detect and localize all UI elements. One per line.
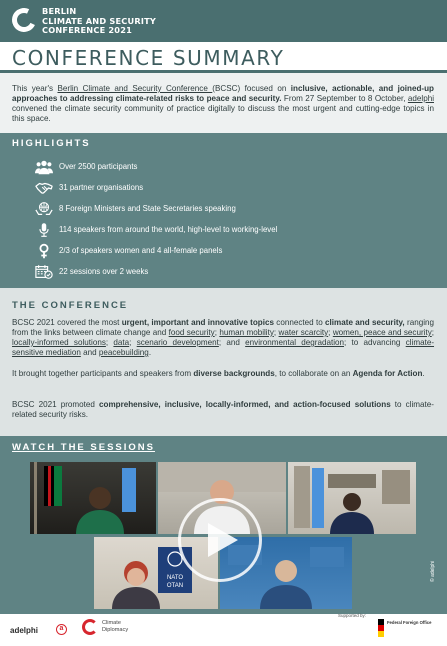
adelphi-logo-icon: a <box>56 624 67 635</box>
food-security-link[interactable]: food security <box>168 328 215 337</box>
calendar-check-icon <box>33 263 55 281</box>
locally-informed-solutions-link[interactable]: locally-informed solutions <box>12 338 106 347</box>
play-icon[interactable] <box>208 523 238 557</box>
otan-sign-text: OTAN <box>166 583 184 589</box>
intro-paragraph: This year's Berlin Climate and Security Conference (BCSC) focused on inclusive, actionable, and joined-up approaches to addressing climate-related risks to peace and security. From 27 September to 8 October, adelphi convened the climate security community of practice digitally to discuss the most urgent and cutting-edge topics in this space. <box>12 84 434 123</box>
climate-diplomacy-logo-icon <box>82 619 98 635</box>
watch-sessions-link[interactable]: WATCH THE SESSIONS <box>12 442 155 453</box>
women-peace-security-link[interactable]: women, peace and security <box>332 328 432 337</box>
header-bar <box>0 0 447 42</box>
german-flag-icon <box>378 619 384 637</box>
globe-hands-icon <box>33 200 55 218</box>
conference-heading: THE CONFERENCE <box>12 300 129 311</box>
female-symbol-icon <box>33 242 55 260</box>
bcsc-link[interactable]: Berlin Climate and Security Conference <box>57 84 213 93</box>
highlight-item: 8 Foreign Ministers and State Secretaries speaking <box>33 198 413 219</box>
data-link[interactable]: data <box>113 338 130 347</box>
highlight-item: 22 sessions over 2 weeks <box>33 261 413 282</box>
logo-line-2: CLIMATE AND SECURITY <box>42 15 156 26</box>
scenario-development-link[interactable]: scenario development <box>136 338 219 347</box>
logo-line-1: BERLIN <box>42 6 77 16</box>
highlights-heading: HIGHLIGHTS <box>12 138 91 149</box>
session-video-thumbnail[interactable] <box>30 462 156 534</box>
people-group-icon <box>33 158 55 176</box>
supported-by-label: Supported by: <box>338 613 367 618</box>
highlight-item: 114 speakers from around the world, high-level to working-level <box>33 219 413 240</box>
peacebuilding-link[interactable]: peacebuilding <box>98 348 149 357</box>
session-video-thumbnail[interactable] <box>288 462 416 534</box>
adelphi-link[interactable]: adelphi <box>407 94 434 103</box>
environmental-degradation-link[interactable]: environmental degradation <box>245 338 345 347</box>
nato-sign-text: NATO <box>166 575 184 581</box>
federal-foreign-office-label: Federal Foreign Office <box>387 620 432 625</box>
water-scarcity-link[interactable]: water scarcity <box>278 328 329 337</box>
logo-line-3: CONFERENCE 2021 <box>42 25 132 36</box>
climate-diplomacy-logo-text: Climate Diplomacy <box>102 620 129 633</box>
conference-paragraph-1: BCSC 2021 covered the most urgent, important and innovative topics connected to climate and security, ranging from the links between climate change and food security; human mobility; water scarcity; women, peace and security; locally-informed solutions; data; scenario development; and environmental degradation; to advancing climate-sensitive mediation and peacebuilding. <box>12 318 435 357</box>
climate-sensitive-mediation-link[interactable]: climate-sensitive mediation <box>12 338 435 357</box>
photo-credit: © adelphi <box>430 560 436 582</box>
human-mobility-link[interactable]: human mobility <box>219 328 274 337</box>
handshake-icon <box>33 179 55 197</box>
microphone-icon <box>33 221 55 239</box>
highlight-item: 2/3 of speakers women and 4 all-female panels <box>33 240 413 261</box>
adelphi-logo-text: adelphi <box>10 626 39 635</box>
highlight-item: 31 partner organisations <box>33 177 413 198</box>
highlights-list <box>33 156 413 282</box>
highlight-item: Over 2500 participants <box>33 156 413 177</box>
conference-logo-text <box>42 7 156 36</box>
conference-logo-icon <box>9 5 40 36</box>
conference-paragraph-2: It brought together participants and speakers from diverse backgrounds, to collaborate on an Agenda for Action. <box>12 369 425 378</box>
page-title: CONFERENCE SUMMARY <box>12 46 285 70</box>
conference-paragraph-3: BCSC 2021 promoted comprehensive, inclusive, locally-informed, and action-focused solutions to climate-related security risks. <box>12 400 434 419</box>
